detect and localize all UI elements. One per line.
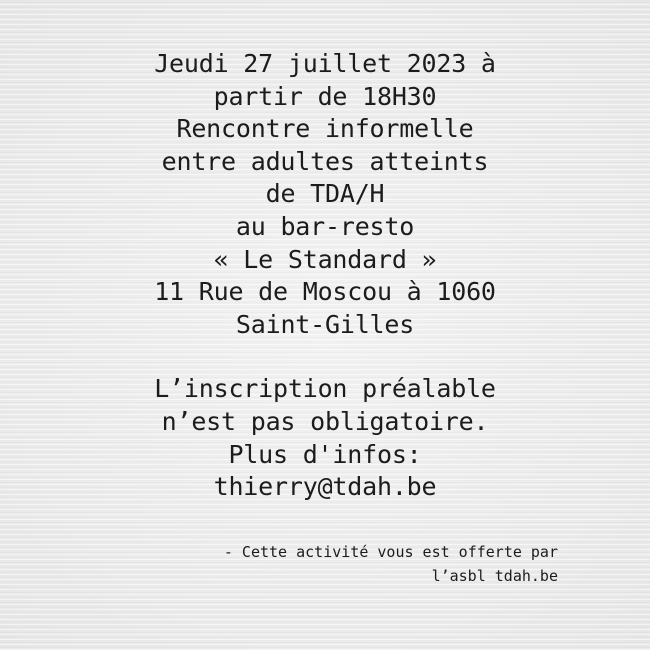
footer-credit xyxy=(224,540,558,588)
event-audience-line: entre adultes atteints xyxy=(161,146,489,176)
footer-organization-line: l’asbl tdah.be xyxy=(431,567,558,585)
registration-line: L’inscription préalable xyxy=(154,374,496,404)
venue-city-line: Saint-Gilles xyxy=(235,309,415,339)
event-date-line: Jeudi 27 juillet 2023 à xyxy=(154,49,496,78)
venue-type-line: au bar-resto xyxy=(235,211,415,241)
announcement-text xyxy=(0,48,650,504)
footer-credit-line: - Cette activité vous est offerte par xyxy=(223,543,558,561)
venue-name-line: « Le Standard » xyxy=(213,244,437,274)
venue-address-line: 11 Rue de Moscou à 1060 xyxy=(154,277,496,307)
event-title-line: Rencontre informelle xyxy=(176,114,474,144)
more-info-label: Plus d'infos: xyxy=(228,439,422,469)
event-time-line: partir de 18H30 xyxy=(213,81,437,111)
paragraph-gap xyxy=(0,341,650,373)
event-audience-line-2: de TDA/H xyxy=(265,179,385,209)
registration-line-2: n’est pas obligatoire. xyxy=(161,406,489,436)
contact-email: thierry@tdah.be xyxy=(213,472,437,502)
